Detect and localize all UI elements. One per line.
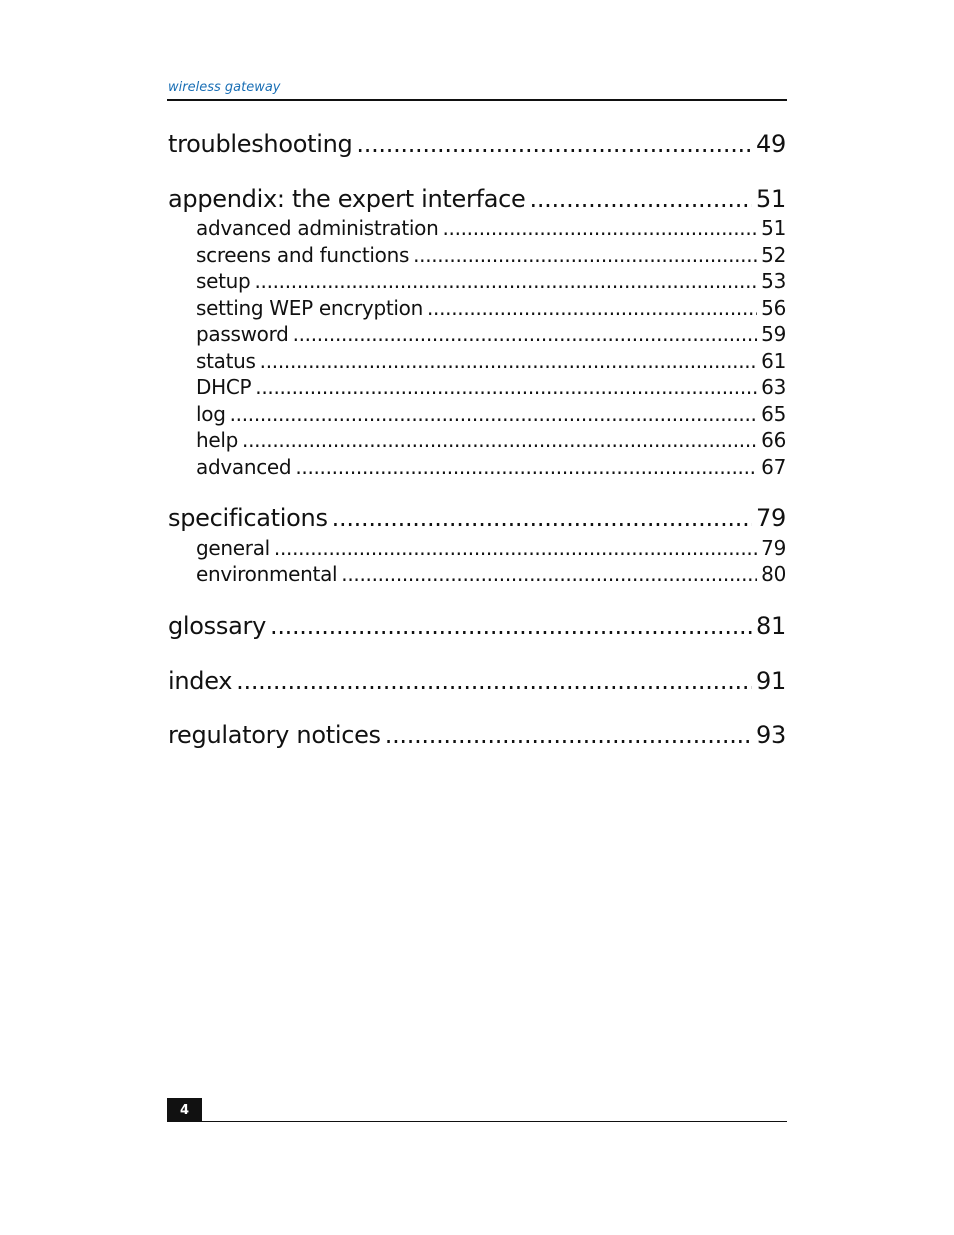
toc-entry-label: DHCP	[196, 375, 252, 399]
toc-entry-label: troubleshooting	[168, 130, 353, 158]
toc-entry-appendix[interactable]	[168, 185, 786, 213]
toc-entry-page: 53	[761, 269, 786, 293]
running-header: wireless gateway	[168, 80, 281, 95]
toc-entry-dhcp[interactable]	[168, 375, 786, 399]
toc-entry-page: 80	[761, 562, 786, 586]
toc-entry-general[interactable]	[168, 536, 786, 560]
toc-entry-log[interactable]	[168, 402, 786, 426]
toc-entry-label: advanced	[196, 455, 292, 479]
toc-entry-page: 51	[761, 216, 786, 240]
toc-entry-page: 56	[761, 296, 786, 320]
toc-entry-label: index	[168, 667, 233, 695]
toc-entry-page: 91	[756, 667, 786, 695]
toc-entry-label: log	[196, 402, 226, 426]
toc-entry-specifications[interactable]	[168, 504, 786, 532]
dot-leader	[230, 402, 758, 426]
toc-entry-label: setting WEP encryption	[196, 296, 423, 320]
toc-entry-label: screens and functions	[196, 243, 410, 267]
dot-leader	[270, 612, 752, 640]
toc-entry-page: 59	[761, 322, 786, 346]
toc-entry-environmental[interactable]	[168, 562, 786, 586]
toc-entry-advanced[interactable]	[168, 455, 786, 479]
toc-entry-page: 81	[756, 612, 786, 640]
toc-entry-index[interactable]	[168, 667, 786, 695]
dot-leader	[254, 269, 757, 293]
toc-entry-page: 79	[761, 536, 786, 560]
toc-entry-label: status	[196, 349, 256, 373]
dot-leader	[293, 322, 758, 346]
toc-entry-page: 49	[756, 130, 786, 158]
toc-entry-page: 79	[756, 504, 786, 532]
toc-entry-password[interactable]	[168, 322, 786, 346]
toc-entry-label: setup	[196, 269, 251, 293]
toc-entry-page: 65	[761, 402, 786, 426]
dot-leader	[413, 243, 757, 267]
toc-entry-label: specifications	[168, 504, 328, 532]
toc-entry-label: help	[196, 428, 239, 452]
toc-entry-label: regulatory notices	[168, 721, 381, 749]
toc-entry-page: 51	[756, 185, 786, 213]
dot-leader	[442, 216, 757, 240]
page-number-badge	[167, 1098, 202, 1122]
footer-rule	[202, 1121, 787, 1122]
toc-entry-glossary[interactable]	[168, 612, 786, 640]
dot-leader	[274, 536, 757, 560]
dot-leader	[242, 428, 757, 452]
toc-entry-regulatory-notices[interactable]	[168, 721, 786, 749]
toc-entry-page: 93	[756, 721, 786, 749]
toc-entry-page: 63	[761, 375, 786, 399]
toc-entry-page: 66	[761, 428, 786, 452]
toc-entry-label: password	[196, 322, 289, 346]
dot-leader	[341, 562, 757, 586]
toc-entry-status[interactable]	[168, 349, 786, 373]
dot-leader	[260, 349, 757, 373]
header-rule	[167, 99, 787, 101]
toc-entry-help[interactable]	[168, 428, 786, 452]
toc-entry-setup[interactable]	[168, 269, 786, 293]
toc-entry-screens-and-functions[interactable]	[168, 243, 786, 267]
dot-leader	[332, 504, 752, 532]
toc-entry-page: 52	[761, 243, 786, 267]
dot-leader	[356, 130, 752, 158]
toc-entry-label: glossary	[168, 612, 266, 640]
dot-leader	[255, 375, 757, 399]
dot-leader	[295, 455, 757, 479]
toc-entry-label: advanced administration	[196, 216, 439, 240]
dot-leader	[427, 296, 757, 320]
toc-entry-label: environmental	[196, 562, 338, 586]
toc-entry-troubleshooting[interactable]	[168, 130, 786, 158]
dot-leader	[236, 667, 752, 695]
dot-leader	[529, 185, 752, 213]
toc-entry-setting-wep-encryption[interactable]	[168, 296, 786, 320]
toc-entry-label: appendix: the expert interface	[168, 185, 526, 213]
toc-entry-advanced-administration[interactable]	[168, 216, 786, 240]
toc-entry-page: 61	[761, 349, 786, 373]
toc-entry-label: general	[196, 536, 270, 560]
toc-entry-page: 67	[761, 455, 786, 479]
dot-leader	[385, 721, 752, 749]
page-number: 4	[179, 1102, 190, 1118]
